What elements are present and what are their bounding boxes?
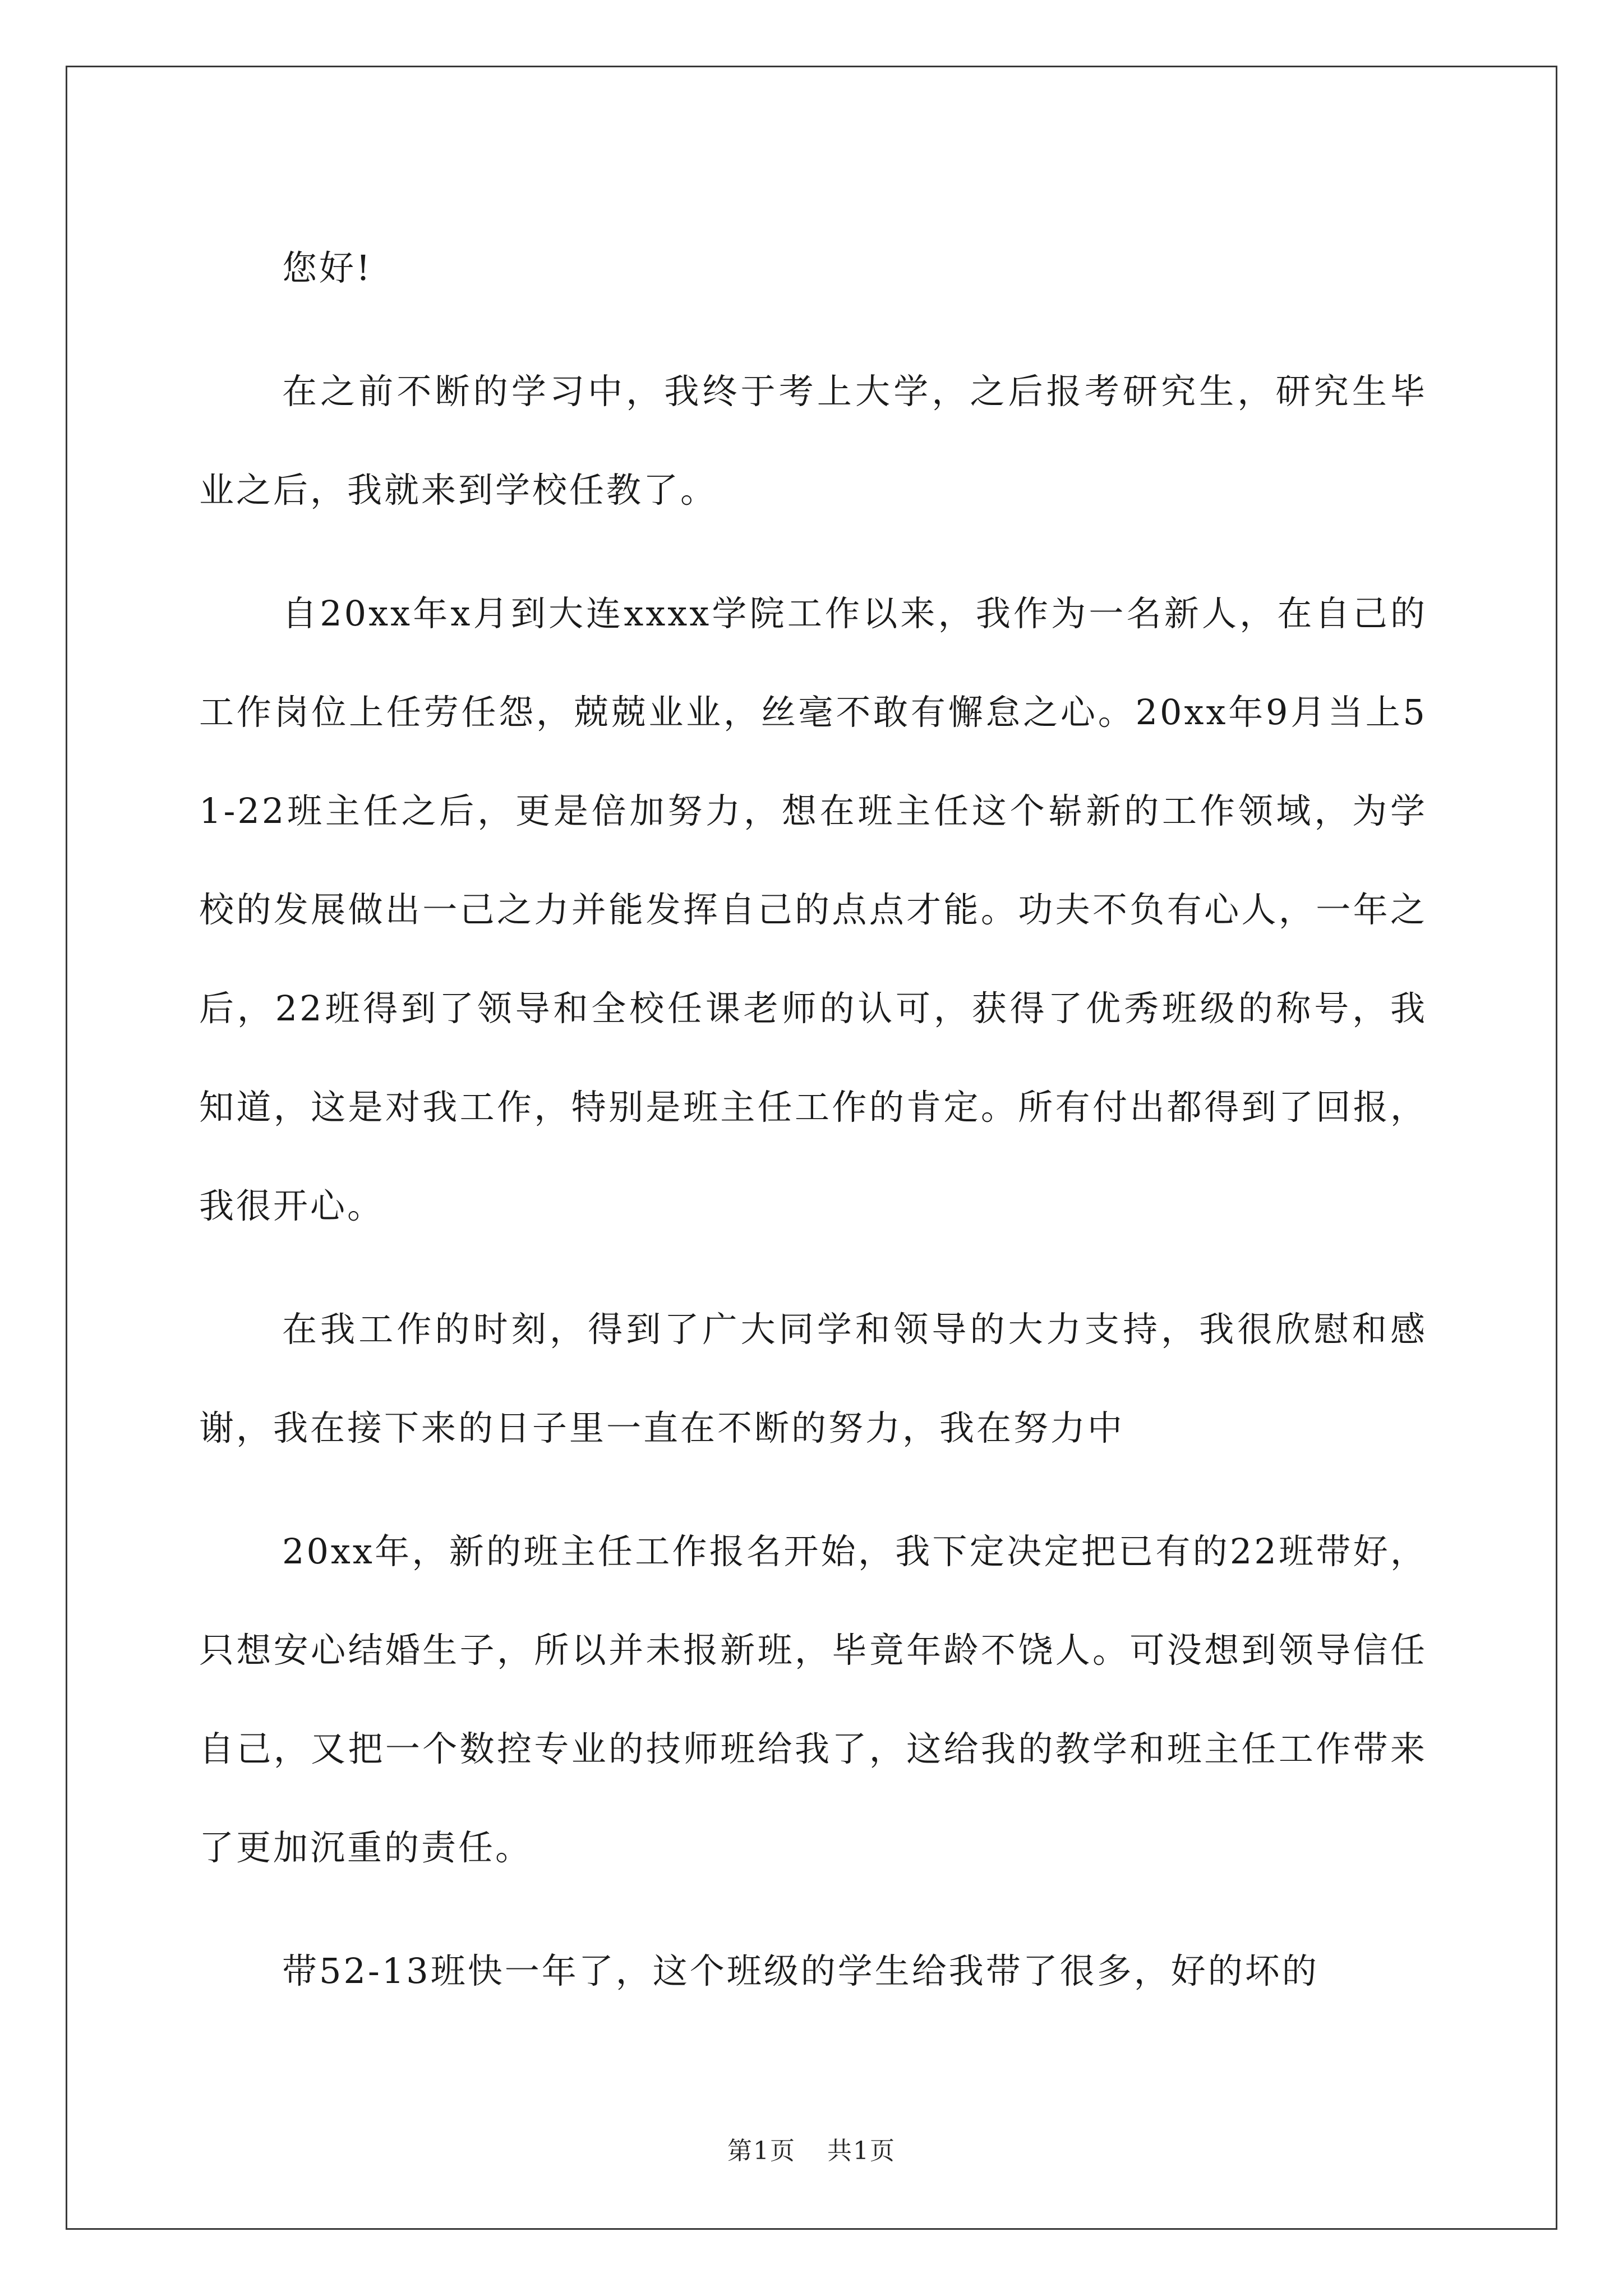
greeting: 您好!	[282, 247, 372, 288]
document-body	[199, 219, 1427, 2045]
paragraph-4: 20xx年，新的班主任工作报名开始，我下定决定把已有的22班带好，只想安心结婚生子，所以并未报新班，毕竟年龄不饶人。可没想到领导信任自己，又把一个数控专业的技师班给我了，这给我的教学和班主任工作带来了更加沉重的责任。	[199, 1531, 1427, 1868]
page-footer	[0, 2131, 1623, 2166]
paragraph-2: 自20xx年x月到大连xxxx学院工作以来，我作为一名新人，在自己的工作岗位上任劳任怨，兢兢业业，丝毫不敢有懈怠之心。20xx年9月当上51-22班主任之后，更是倍加努力，想在班主任这个崭新的工作领域，为学校的发展做出一己之力并能发挥自己的点点才能。功夫不负有心人，一年之后，22班得到了领导和全校任课老师的认可，获得了优秀班级的称号，我知道，这是对我工作，特别是班主任工作的肯定。所有付出都得到了回报，我很开心。	[199, 593, 1427, 1226]
page-number: 第1页	[727, 2137, 796, 2165]
paragraph-1: 在之前不断的学习中，我终于考上大学，之后报考研究生，研究生毕业之后，我就来到学校任教了。	[199, 371, 1427, 510]
paragraph-5: 带52-13班快一年了，这个班级的学生给我带了很多，好的坏的	[282, 1950, 1319, 1991]
page-total: 共1页	[827, 2137, 896, 2165]
paragraph-3: 在我工作的时刻，得到了广大同学和领导的大力支持，我很欣慰和感谢，我在接下来的日子里一直在不断的努力，我在努力中	[199, 1309, 1427, 1448]
